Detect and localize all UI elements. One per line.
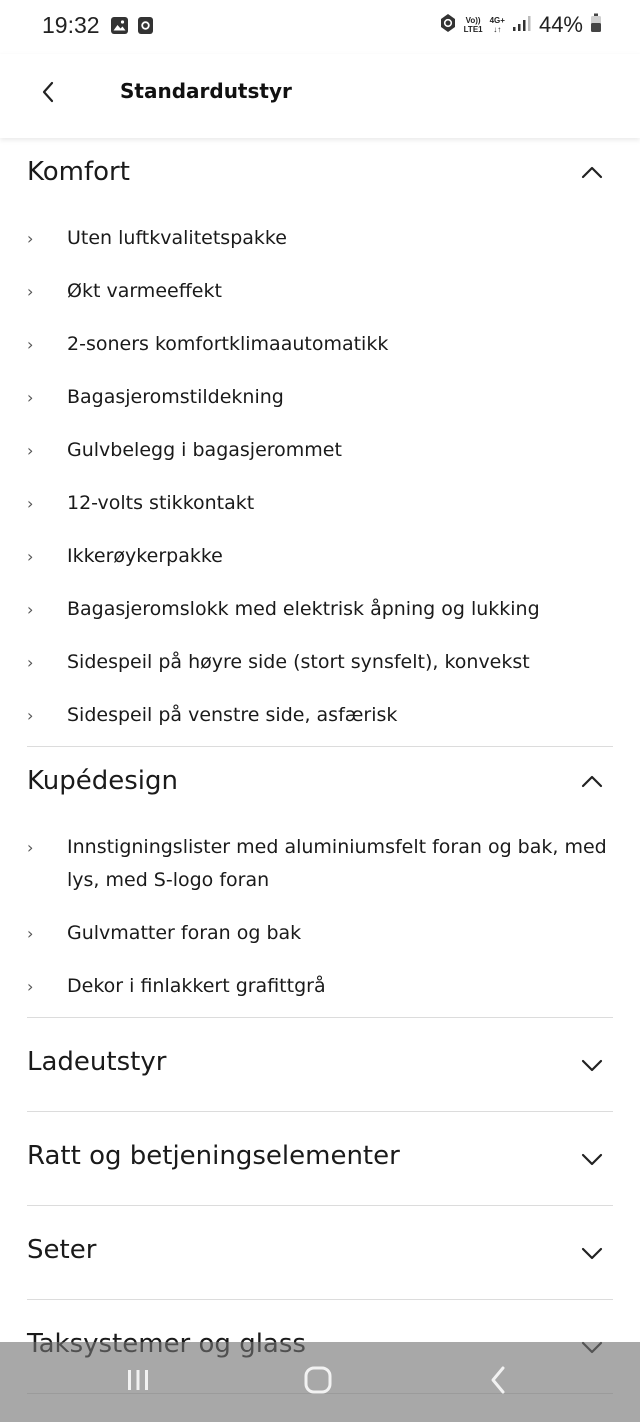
signal-icon xyxy=(512,14,532,36)
nav-back-button[interactable] xyxy=(478,1364,518,1400)
list-item xyxy=(27,593,613,626)
chevron-up-icon xyxy=(579,160,605,186)
item-label: 12-volts stikkontakt xyxy=(67,492,255,514)
status-notification-icons xyxy=(110,16,154,39)
page-title: Standardutstyr xyxy=(120,79,292,103)
section-ratt xyxy=(27,1112,613,1206)
4g-label: 4G+ xyxy=(489,16,505,25)
section-komfort xyxy=(27,138,613,747)
recents-icon xyxy=(122,1366,154,1398)
system-nav-bar xyxy=(0,1342,640,1422)
chevron-right-icon: › xyxy=(27,977,34,996)
chevron-down-icon xyxy=(579,1240,605,1266)
chevron-right-icon: › xyxy=(27,441,34,460)
item-list xyxy=(27,210,613,746)
back-icon xyxy=(486,1364,510,1400)
volte-label: Vo)) xyxy=(465,16,481,25)
section-seter xyxy=(27,1206,613,1300)
section-title: Ratt og betjeningselementer xyxy=(27,1141,400,1171)
list-item xyxy=(27,917,613,950)
section-kupedesign xyxy=(27,747,613,1018)
item-label: Økt varmeeffekt xyxy=(67,280,222,302)
item-label: Innstigningslister med aluminiumsfelt foran og bak, med lys, med S-logo foran xyxy=(67,836,607,891)
status-bar xyxy=(0,0,640,54)
item-label: Sidespeil på venstre side, asfærisk xyxy=(67,704,398,726)
chevron-right-icon: › xyxy=(27,335,34,354)
chevron-down-icon xyxy=(579,1052,605,1078)
gallery-icon xyxy=(110,16,129,39)
item-label: Uten luftkvalitetspakke xyxy=(67,227,287,249)
section-title: Ladeutstyr xyxy=(27,1047,167,1077)
app-header xyxy=(0,54,640,138)
list-item xyxy=(27,275,613,308)
network-4g-indicator xyxy=(490,16,505,34)
recents-button[interactable] xyxy=(118,1364,158,1400)
status-time: 19:32 xyxy=(42,12,100,38)
battery-icon xyxy=(590,13,602,37)
back-button[interactable] xyxy=(30,76,66,112)
chevron-down-icon xyxy=(579,1146,605,1172)
screen-record-icon xyxy=(137,16,154,39)
list-item xyxy=(27,540,613,573)
item-label: Dekor i finlakkert grafittgrå xyxy=(67,975,326,997)
chevron-right-icon: › xyxy=(27,838,34,857)
item-label: Bagasjeromslokk med elektrisk åpning og lukking xyxy=(67,598,540,620)
chevron-right-icon: › xyxy=(27,229,34,248)
data-arrows-icon: ↓↑ xyxy=(493,25,502,34)
list-item xyxy=(27,646,613,679)
list-item xyxy=(27,328,613,361)
list-item xyxy=(27,970,613,1003)
chevron-right-icon: › xyxy=(27,706,34,725)
item-list xyxy=(27,819,613,1017)
list-item xyxy=(27,831,613,897)
section-title: Komfort xyxy=(27,157,130,187)
item-label: 2-soners komfortklimaautomatikk xyxy=(67,333,389,355)
list-item xyxy=(27,222,613,255)
list-item xyxy=(27,381,613,414)
section-header-kupedesign[interactable] xyxy=(27,747,613,819)
section-header-seter[interactable] xyxy=(27,1206,613,1299)
section-title: Seter xyxy=(27,1235,97,1265)
list-item xyxy=(27,487,613,520)
chevron-right-icon: › xyxy=(27,282,34,301)
chevron-right-icon: › xyxy=(27,494,34,513)
item-label: Bagasjeromstildekning xyxy=(67,386,284,408)
chevron-right-icon: › xyxy=(27,653,34,672)
equipment-list xyxy=(0,138,640,1394)
section-header-ratt[interactable] xyxy=(27,1112,613,1205)
chevron-up-icon xyxy=(579,769,605,795)
volte-lte-indicator xyxy=(464,16,483,34)
home-icon xyxy=(302,1364,334,1400)
chevron-right-icon: › xyxy=(27,547,34,566)
home-button[interactable] xyxy=(298,1364,338,1400)
chevron-right-icon: › xyxy=(27,924,34,943)
section-header-komfort[interactable] xyxy=(27,138,613,210)
list-item xyxy=(27,434,613,467)
chevron-left-icon xyxy=(40,80,56,108)
data-saver-icon xyxy=(439,13,457,37)
battery-percent: 44% xyxy=(538,12,583,37)
lte-label: LTE1 xyxy=(463,25,483,34)
item-label: Gulvbelegg i bagasjerommet xyxy=(67,439,342,461)
chevron-right-icon: › xyxy=(27,388,34,407)
item-label: Sidespeil på høyre side (stort synsfelt), konvekst xyxy=(67,651,530,673)
item-label: Gulvmatter foran og bak xyxy=(67,922,302,944)
chevron-right-icon: › xyxy=(27,600,34,619)
section-ladeutstyr xyxy=(27,1018,613,1112)
item-label: Ikkerøykerpakke xyxy=(67,545,223,567)
section-header-ladeutstyr[interactable] xyxy=(27,1018,613,1111)
status-system-icons xyxy=(439,12,602,38)
list-item xyxy=(27,699,613,732)
section-title: Kupédesign xyxy=(27,766,178,796)
